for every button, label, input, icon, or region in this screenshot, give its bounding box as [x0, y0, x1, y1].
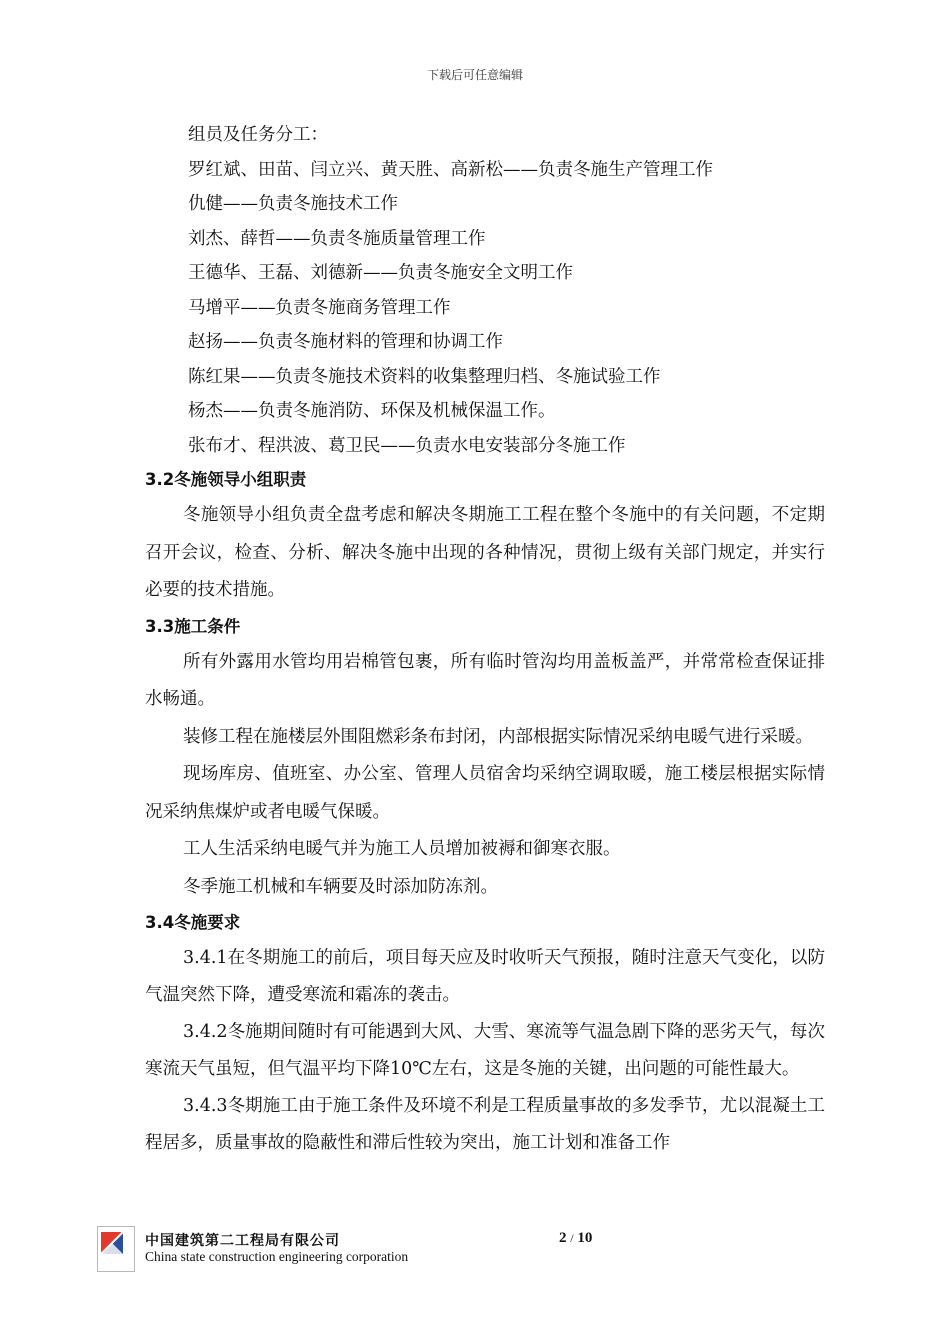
page-number [559, 1230, 592, 1247]
section-3-3-paragraph: 工人生活采纳电暖气并为施工人员增加被褥和御寒衣服。 [183, 839, 621, 859]
member-line: 杨杰——负责冬施消防、环保及机械保温工作。 [188, 401, 556, 421]
section-3-3-paragraph: 装修工程在施楼层外围阻燃彩条布封闭，内部根据实际情况采纳电暖气进行采暖。 [183, 726, 813, 747]
member-line: 王德华、王磊、刘德新——负责冬施安全文明工作 [188, 263, 573, 283]
section-3-3-paragraph: 冬季施工机械和车辆要及时添加防冻剂。 [183, 876, 498, 897]
page-footer [97, 1222, 857, 1272]
member-line: 张布才、程洪波、葛卫民——负责水电安装部分冬施工作 [188, 435, 626, 456]
section-3-4-paragraph: 3.4.2冬施期间随时有可能遇到大风、大雪、寒流等气温急剧下降的恶劣天气，每次寒流天气虽短，但气温平均下降10℃左右，这是冬施的关键，出问题的可能性最大。 [145, 1022, 825, 1079]
member-line: 刘杰、薛哲——负责冬施质量管理工作 [188, 228, 486, 249]
page-separator: / [570, 1231, 574, 1245]
section-3-4-paragraph: 3.4.3冬期施工由于施工条件及环境不利是工程质量事故的多发季节，尤以混凝土工程居多，质量事故的隐蔽性和滞后性较为突出，施工计划和准备工作 [145, 1096, 825, 1153]
member-line: 陈红果——负责冬施技术资料的收集整理归档、冬施试验工作 [188, 366, 661, 387]
section-3-4-paragraph: 3.4.1在冬期施工的前后，项目每天应及时收听天气预报，随时注意天气变化，以防气温突然下降，遭受寒流和霜冻的袭击。 [145, 948, 825, 1005]
section-heading-3-4: 3.4冬施要求 [145, 913, 241, 932]
section-heading-3-2: 3.2冬施领导小组职责 [145, 470, 307, 489]
member-line: 仇健——负责冬施技术工作 [188, 194, 398, 214]
members-label: 组员及任务分工： [188, 125, 328, 145]
section-3-3-paragraph: 现场库房、值班室、办公室、管理人员宿舍均采纳空调取暖，施工楼层根据实际情况采纳焦煤炉或者电暖气保暖。 [145, 764, 825, 822]
section-3-3-paragraph: 所有外露用水管均用岩棉管包裹，所有临时管沟均用盖板盖严，并常常检查保证排水畅通。 [145, 651, 825, 709]
section-3-2-paragraph: 冬施领导小组负责全盘考虑和解决冬期施工工程在整个冬施中的有关问题，不定期召开会议，检查、分析、解决冬施中出现的各种情况，贯彻上级有关部门规定，并实行必要的技术措施。 [145, 505, 825, 600]
current-page: 2 [559, 1230, 567, 1246]
header-note: 下载后可任意编辑 [426, 68, 523, 82]
section-heading-3-3: 3.3施工条件 [145, 616, 241, 636]
document-body [145, 118, 825, 1162]
member-line: 赵扬——负责冬施材料的管理和协调工作 [188, 332, 503, 352]
member-line: 马增平——负责冬施商务管理工作 [188, 297, 451, 318]
member-line: 罗红斌、田苗、闫立兴、黄天胜、高新松——负责冬施生产管理工作 [188, 159, 713, 180]
company-logo-icon [97, 1226, 135, 1272]
total-pages: 10 [577, 1230, 593, 1246]
company-name-cn: 中国建筑第二工程局有限公司 [145, 1233, 340, 1249]
company-name-en: China state construction engineering corporation [145, 1249, 409, 1264]
